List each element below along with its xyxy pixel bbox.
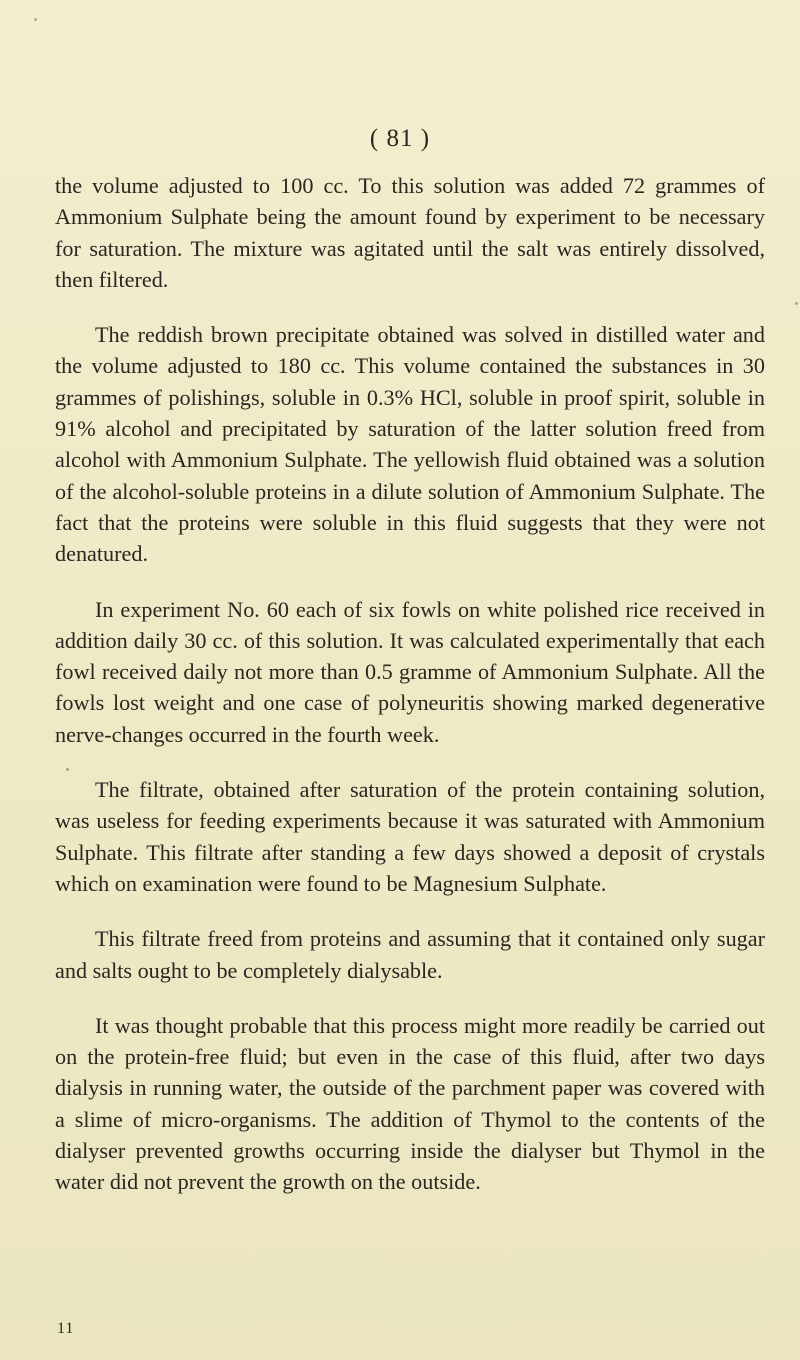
body-text — [55, 170, 765, 1222]
paper-speck — [795, 302, 798, 305]
paragraph-2: The reddish brown precipitate obtained was solved in distilled water and the volume adjusted to 180 cc. This volume contained the substances in 30 grammes of polishings, soluble in 0.3% HCl, soluble in proof spirit, soluble in 91% alcohol and precipitated by saturation of the latter solution freed from alcohol with Ammonium Sulphate. The yellowish fluid obtained was a solution of the alcohol-soluble proteins in a dilute solution of Ammonium Sulphate. The fact that the proteins were soluble in this fluid suggests that they were not denatured. — [55, 322, 765, 567]
paragraph-1: the volume adjusted to 100 cc. To this solution was added 72 grammes of Ammonium Sulphate being the amount found by experiment to be necessary for saturation. The mixture was agitated until the salt was entirely dissolved, then filtered. — [55, 173, 765, 292]
paragraph-3: In experiment No. 60 each of six fowls on white polished rice received in addition daily 30 cc. of this solution. It was calculated experimentally that each fowl received daily not more than 0.5 gramme of Ammonium Sulphate. All the fowls lost weight and one case of polyneuritis showing marked degenerative nerve-changes occurred in the fourth week. — [55, 596, 765, 747]
paragraph-4: The filtrate, obtained after saturation of the protein containing solution, was useless for feeding experiments because it was saturated with Ammonium Sulphate. This filtrate after standing a few days showed a deposit of crystals which on examination were found to be Magnesium Sulphate. — [55, 777, 765, 896]
paragraph-6: It was thought probable that this process might more readily be carried out on the protein-free fluid; but even in the case of this fluid, after two days dialysis in running water, the outside of the parchment paper was covered with a slime of micro-organisms. The addition of Thymol to the contents of the dialyser prevented growths occurring inside the dialyser but Thymol in the water did not prevent the growth on the outside. — [55, 1012, 765, 1195]
paper-speck — [66, 768, 69, 771]
paragraph-5: This filtrate freed from proteins and assuming that it contained only sugar and salts ought to be completely dialysable. — [55, 926, 765, 983]
paper-speck — [34, 18, 37, 21]
page-number-header: ( 81 ) — [369, 125, 431, 152]
signature-mark: 11 — [57, 1320, 75, 1337]
